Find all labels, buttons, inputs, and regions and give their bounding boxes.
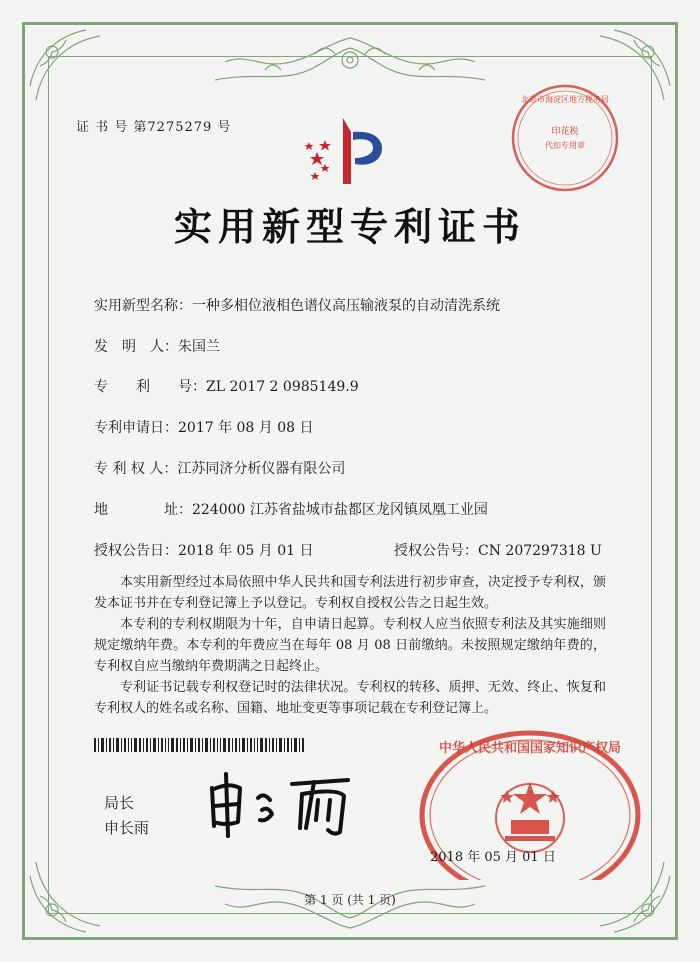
patent-number-value: ZL 2017 2 0985149.9 <box>206 379 359 395</box>
grant-announcement-number-row <box>394 540 602 560</box>
address-row <box>94 499 488 519</box>
certificate-title: 实用新型专利证书 <box>173 204 526 249</box>
utility-model-name-label: 实用新型名称： <box>94 298 192 314</box>
barcode <box>94 738 304 752</box>
patentee-row <box>94 458 345 478</box>
svg-text:北京市海淀区地方税务局: 北京市海淀区地方税务局 <box>521 95 609 104</box>
utility-model-name-value: 一种多相位液相色谱仪高压输液泵的自动清洗系统 <box>192 298 500 314</box>
tax-seal-stamp <box>505 78 625 198</box>
inventor-label: 发 明 人： <box>94 339 178 355</box>
legal-text <box>94 572 606 719</box>
director-name: 申长雨 <box>104 819 150 837</box>
top-ornament <box>205 34 495 86</box>
corner-ornament-top-left <box>26 26 106 106</box>
inventor-row <box>94 336 220 356</box>
svg-text:代扣专用章: 代扣专用章 <box>545 141 585 150</box>
patentee-value: 江苏同济分析仪器有限公司 <box>177 461 346 477</box>
director-signature <box>206 770 356 840</box>
patentee-label: 专 利 权 人： <box>94 461 178 477</box>
application-date-row <box>94 417 314 437</box>
svg-text:中华人民共和国国家知识产权局: 中华人民共和国国家知识产权局 <box>438 741 622 756</box>
application-date-value: 2017 年 08 月 08 日 <box>178 420 314 436</box>
grant-announcement-number-label: 授权公告号： <box>394 543 478 559</box>
address-label: 地 址： <box>94 502 192 518</box>
utility-model-name-row <box>94 295 500 315</box>
grant-announcement-number-value: CN 207297318 U <box>478 543 602 559</box>
inventor-value: 朱国兰 <box>178 339 220 355</box>
director-title: 局长 <box>104 794 135 812</box>
patent-number-row <box>94 376 359 396</box>
application-date-label: 专利申请日： <box>94 420 178 436</box>
paragraph-register: 专利证书记载专利权登记时的法律状况。专利权的转移、质押、无效、终止、恢复和专利权人的姓名或名称、国籍、地址变更等事项记载在专利登记簿上。 <box>94 680 606 716</box>
grant-announcement-date-row <box>94 540 314 560</box>
page-number: 第 1 页 (共 1 页) <box>304 893 396 907</box>
issue-date: 2018 年 05 月 01 日 <box>430 850 556 865</box>
paragraph-grant: 本实用新型经过本局依照中华人民共和国专利法进行初步审查，决定授予专利权，颁发本证书并在专利登记簿上予以登记。专利权自授权公告之日起生效。 <box>94 575 606 611</box>
grant-announcement-date-value: 2018 年 05 月 01 日 <box>178 543 314 559</box>
address-value: 224000 江苏省盐城市盐都区龙冈镇凤凰工业园 <box>192 502 488 518</box>
patent-number-label: 专 利 号： <box>94 379 206 395</box>
certificate-number: 证 书 号 第7275279 号 <box>76 120 232 135</box>
paragraph-term: 本专利的专利权期限为十年，自申请日起算。专利权人应当依照专利法及其实施细则规定缴纳年费。本专利的年费应当在每年 08 月 08 日前缴纳。未按照规定缴纳年费的，专利权自应当缴纳年费期满之日起终止。 <box>94 617 606 674</box>
grant-announcement-date-label: 授权公告日： <box>94 543 178 559</box>
patent-office-logo-icon <box>295 112 395 192</box>
svg-text:印花税: 印花税 <box>551 127 579 137</box>
